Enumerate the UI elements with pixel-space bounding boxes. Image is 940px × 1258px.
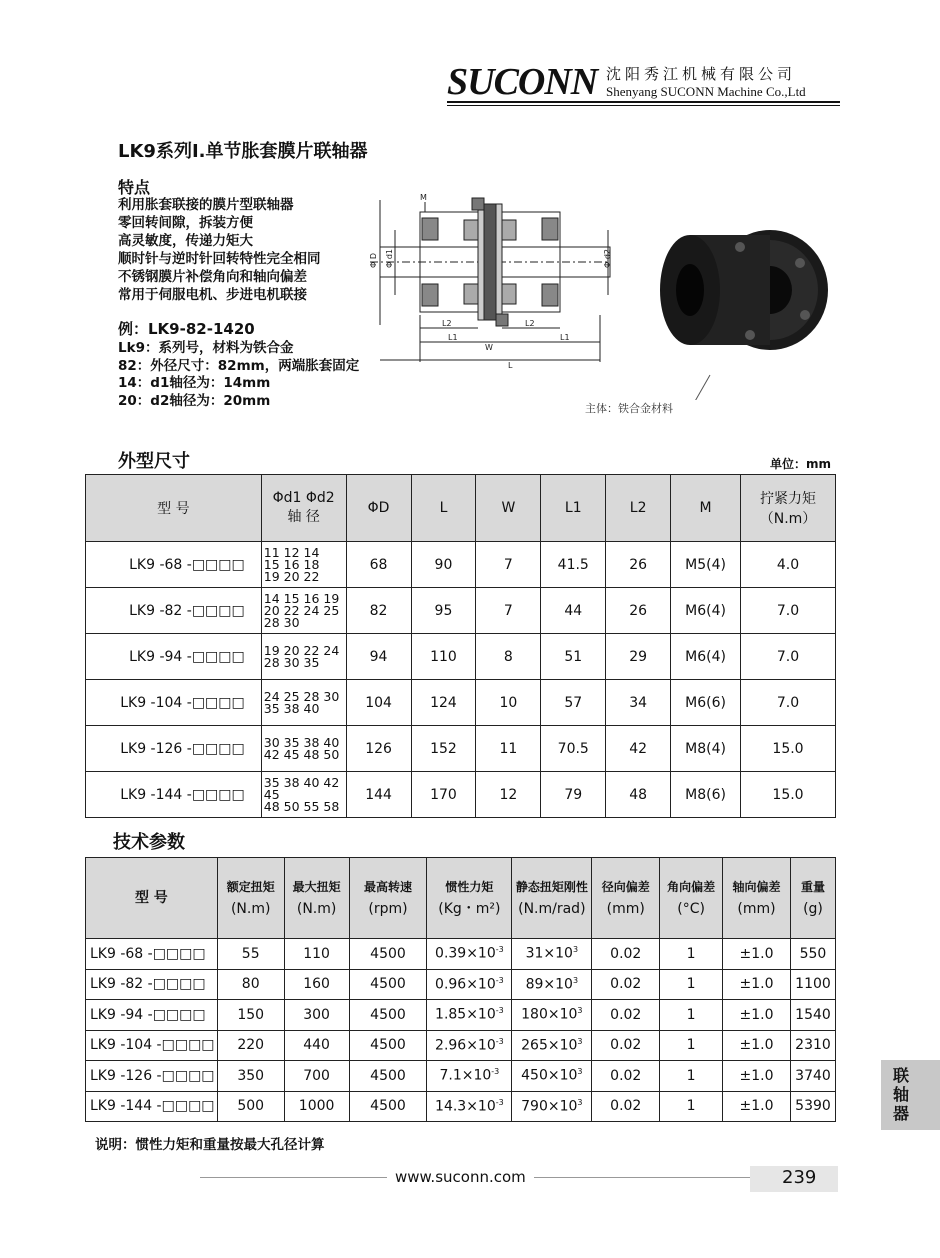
bore-line: 20 22 24 25 [263,602,340,618]
model-cell: LK9 -82 -□□□□ [86,588,262,634]
section-tab-char: 器 [893,1104,910,1123]
l1-cell: 41.5 [541,542,606,588]
inertia-exponent: -3 [495,1006,504,1016]
table-row [86,1061,836,1092]
tech-heading: 技术参数 [113,832,185,853]
tech-header-name: 最高转速 [363,880,412,894]
rated-torque-cell: 220 [217,1030,284,1061]
weight-cell: 1100 [790,969,835,1000]
torque-cell: 7.0 [741,634,836,680]
inertia-cell: $7.1\times 10^{-3}$ [427,1061,512,1092]
w-cell: 8 [476,634,541,680]
example-item: 14：d1轴径为：14mm [118,375,271,391]
header-l: L [411,475,476,542]
example-item: Lk9：系列号，材料为铁合金 [118,340,294,356]
m-cell: M6(4) [671,588,741,634]
w-cell: 11 [476,726,541,772]
company-name-en: Shenyang SUCONN Machine Co.,Ltd [606,84,806,99]
coupling-drawing [360,190,620,375]
tech-header-cell [427,858,512,939]
dim-label-d2: Φ d2 [603,248,612,268]
header-w: W [476,475,541,542]
section-tab-char: 轴 [893,1085,910,1104]
stiffness-cell: $450\times 10^3$ [512,1061,592,1092]
stiffness-value: 265 [521,1037,548,1054]
angular-cell: 1 [660,939,723,970]
max-torque-cell: 110 [284,939,349,970]
inertia-exponent: -3 [495,975,504,985]
radial-cell: 0.02 [592,1000,660,1031]
inertia-exponent: -3 [495,1036,504,1046]
header-d: ΦD [346,475,411,542]
l-cell: 95 [411,588,476,634]
rated-torque-cell: 55 [217,939,284,970]
d-cell: 126 [346,726,411,772]
angular-cell: 1 [660,1091,723,1122]
product-photo [650,215,840,400]
header-l1: L1 [541,475,606,542]
weight-cell: 3740 [790,1061,835,1092]
stiffness-cell: $265\times 10^3$ [512,1030,592,1061]
d-cell: 144 [346,772,411,818]
dim-label-l1-right: L1 [560,333,570,342]
bore-cell [261,588,346,634]
bore-line: 42 45 48 50 [263,746,340,762]
example-item: 82：外径尺寸：82mm，两端胀套固定 [118,357,360,374]
bore-line: 30 35 38 40 [263,734,340,750]
model-cell: LK9 -94 -□□□□ [86,634,262,680]
torque-cell: 4.0 [741,542,836,588]
stiffness-cell: $89\times 10^3$ [512,969,592,1000]
stiffness-value: 31 [525,946,544,963]
m-cell: M8(4) [671,726,741,772]
model-cell: LK9 -68 -□□□□ [86,542,262,588]
max-speed-cell: 4500 [349,1000,427,1031]
inertia-value: 14.3 [435,1098,467,1115]
axial-cell: ±1.0 [723,939,791,970]
rated-torque-cell: 500 [217,1091,284,1122]
radial-cell: 0.02 [592,939,660,970]
model-cell: LK9 -144 -□□□□ [86,772,262,818]
model-cell: LK9 -144 -□□□□ [86,1091,218,1122]
header-l2: L2 [606,475,671,542]
table-row [86,1030,836,1061]
stiffness-exponent: 3 [572,975,579,985]
w-cell: 12 [476,772,541,818]
tech-header-name: 最大扭矩 [292,880,341,894]
weight-cell: 1540 [790,1000,835,1031]
header-rule [447,101,840,103]
feature-item: 顺时针与逆时针回转特性完全相同 [118,251,321,267]
example-heading: 例：LK9-82-1420 [118,320,255,338]
max-torque-cell: 440 [284,1030,349,1061]
max-speed-cell: 4500 [349,1061,427,1092]
w-cell: 10 [476,680,541,726]
feature-item: 利用胀套联接的膜片型联轴器 [118,197,294,213]
feature-item: 高灵敏度，传递力矩大 [118,233,253,249]
radial-cell: 0.02 [592,1030,660,1061]
table-header-row [86,858,836,939]
table-row [86,588,836,634]
d-cell: 82 [346,588,411,634]
tech-header-unit: (mm) [737,901,776,917]
bore-line: 35 38 40 [263,700,320,716]
axial-cell: ±1.0 [723,969,791,1000]
stiffness-cell: $180\times 10^3$ [512,1000,592,1031]
radial-cell: 0.02 [592,969,660,1000]
website-link[interactable]: www.suconn.com [387,1168,534,1186]
stiffness-value: 89 [525,976,544,993]
torque-cell: 15.0 [741,726,836,772]
inertia-exponent: -3 [491,1067,500,1077]
stiffness-exponent: 3 [577,1097,583,1107]
tech-header-unit: (rpm) [368,901,408,917]
inertia-cell: $14.3\times 10^{-3}$ [427,1091,512,1122]
bore-line: 19 20 22 24 [263,642,340,658]
example-list [118,340,359,410]
dim-label-l2-left: L2 [442,319,452,328]
tech-header-name: 角向偏差 [667,880,716,894]
bore-line: 11 12 14 [263,544,320,560]
l-cell: 124 [411,680,476,726]
angular-cell: 1 [660,1061,723,1092]
radial-cell: 0.02 [592,1061,660,1092]
table-header-row [86,475,836,542]
inertia-exponent: -3 [495,945,504,955]
l2-cell: 26 [606,588,671,634]
tech-header-name: 静态扭矩刚性 [515,880,588,894]
stiffness-exponent: 3 [577,1067,583,1077]
bore-cell [261,680,346,726]
l1-cell: 51 [541,634,606,680]
table-row [86,1000,836,1031]
torque-cell: 7.0 [741,588,836,634]
feature-item: 零回转间隙，拆装方便 [118,215,253,231]
header-torque [741,475,836,542]
model-cell: LK9 -104 -□□□□ [86,680,262,726]
stiffness-exponent: 3 [577,1006,583,1016]
dim-label-l1-left: L1 [448,333,458,342]
table-row [86,542,836,588]
inertia-value: 7.1 [439,1068,462,1085]
tech-header-cell [592,858,660,939]
tech-header-cell [86,858,218,939]
table-row [86,969,836,1000]
rated-torque-cell: 80 [217,969,284,1000]
bore-line: 28 30 [263,614,300,630]
max-torque-cell: 700 [284,1061,349,1092]
material-caption: 主体：铁合金材料 [585,402,673,415]
max-speed-cell: 4500 [349,969,427,1000]
dim-label-w: W [485,343,493,352]
bore-cell [261,772,346,818]
model-cell: LK9 -104 -□□□□ [86,1030,218,1061]
table-row [86,634,836,680]
w-cell: 7 [476,542,541,588]
l2-cell: 48 [606,772,671,818]
inertia-cell: $0.39\times 10^{-3}$ [427,939,512,970]
tech-table [85,857,836,1122]
l2-cell: 29 [606,634,671,680]
stiffness-cell: $31\times 10^3$ [512,939,592,970]
tech-header-cell [349,858,427,939]
w-cell: 7 [476,588,541,634]
footnote: 说明：惯性力矩和重量按最大孔径计算 [95,1137,325,1153]
company-logo: SUCONN [447,61,598,103]
example-item: 20：d2轴径为：20mm [118,392,271,409]
section-tab-char: 联 [893,1066,910,1085]
company-name-cn: 沈阳秀江机械有限公司 [606,65,797,83]
stiffness-value: 450 [521,1068,548,1085]
m-cell: M6(6) [671,680,741,726]
weight-cell: 2310 [790,1030,835,1061]
weight-cell: 5390 [790,1091,835,1122]
max-speed-cell: 4500 [349,1091,427,1122]
dim-label-m: M [420,193,427,202]
l2-cell: 26 [606,542,671,588]
dim-label-d1: Φ d1 [385,248,394,268]
page-title: LK9系列Ⅰ.单节胀套膜片联轴器 [118,141,368,162]
feature-item: 常用于伺服电机、步进电机联接 [118,287,307,303]
tech-header-cell [723,858,791,939]
tech-header-unit: (N.m/rad) [518,901,586,917]
model-cell: LK9 -94 -□□□□ [86,1000,218,1031]
axial-cell: ±1.0 [723,1000,791,1031]
d-cell: 68 [346,542,411,588]
m-cell: M5(4) [671,542,741,588]
bore-cell [261,726,346,772]
model-cell: LK9 -126 -□□□□ [86,1061,218,1092]
rated-torque-cell: 150 [217,1000,284,1031]
stiffness-value: 180 [521,1007,548,1024]
bore-cell [261,634,346,680]
rated-torque-cell: 350 [217,1061,284,1092]
max-speed-cell: 4500 [349,939,427,970]
tech-header-cell [512,858,592,939]
axial-cell: ±1.0 [723,1030,791,1061]
l1-cell: 70.5 [541,726,606,772]
model-cell: LK9 -126 -□□□□ [86,726,262,772]
tech-header-name: 轴向偏差 [732,880,781,894]
max-torque-cell: 1000 [284,1091,349,1122]
tech-header-cell [217,858,284,939]
dimensions-heading: 外型尺寸 [118,451,190,472]
inertia-cell: $2.96\times 10^{-3}$ [427,1030,512,1061]
bore-cell [261,542,346,588]
l1-cell: 79 [541,772,606,818]
d-cell: 104 [346,680,411,726]
l2-cell: 42 [606,726,671,772]
tech-header-name: 重量 [800,880,825,894]
inertia-cell: $1.85\times 10^{-3}$ [427,1000,512,1031]
tech-header-unit: (mm) [606,901,645,917]
l2-cell: 34 [606,680,671,726]
model-cell: LK9 -68 -□□□□ [86,939,218,970]
page-number: 239 [782,1167,817,1188]
table-row [86,939,836,970]
tech-header-unit: (°C) [677,901,705,917]
table-row [86,726,836,772]
table-row [86,680,836,726]
l-cell: 90 [411,542,476,588]
dim-label-l: L [508,361,513,370]
header-rule-thin [447,105,840,106]
l1-cell: 44 [541,588,606,634]
tech-header-unit: (N.m) [296,901,337,917]
tech-header-name: 径向偏差 [601,880,650,894]
tech-header-unit: (g) [803,901,823,917]
m-cell: M8(6) [671,772,741,818]
bore-line: 35 38 40 42 45 [263,774,340,802]
section-tab-label [893,1066,913,1123]
dimensions-table [85,474,836,818]
inertia-value: 2.96 [435,1037,467,1054]
dim-label-d: Φ D [369,253,378,268]
unit-label: 单位：mm [770,457,832,471]
bore-line: 28 30 35 [263,654,320,670]
bore-line: 14 15 16 19 [263,590,340,606]
radial-cell: 0.02 [592,1091,660,1122]
inertia-value: 1.85 [435,1007,467,1024]
tech-header-unit: (Kg・m²) [438,901,501,917]
max-torque-cell: 300 [284,1000,349,1031]
model-cell: LK9 -82 -□□□□ [86,969,218,1000]
tech-header-cell [660,858,723,939]
inertia-exponent: -3 [495,1097,504,1107]
weight-cell: 550 [790,939,835,970]
bore-line: 15 16 18 [263,556,320,572]
axial-cell: ±1.0 [723,1061,791,1092]
stiffness-exponent: 3 [572,945,579,955]
l1-cell: 57 [541,680,606,726]
inertia-value: 0.96 [435,976,467,993]
tech-header-name: 额定扭矩 [226,880,275,894]
angular-cell: 1 [660,1000,723,1031]
tech-header-cell [790,858,835,939]
table-row [86,772,836,818]
header-model: 型 号 [86,475,262,542]
stiffness-cell: $790\times 10^3$ [512,1091,592,1122]
tech-header-unit: (N.m) [230,901,271,917]
l-cell: 110 [411,634,476,680]
torque-cell: 15.0 [741,772,836,818]
angular-cell: 1 [660,969,723,1000]
bore-line: 24 25 28 30 [263,688,340,704]
header-m: M [671,475,741,542]
header-torque-label: 拧紧力矩 [760,491,816,507]
torque-cell: 7.0 [741,680,836,726]
dim-label-l2-right: L2 [525,319,535,328]
stiffness-value: 790 [521,1098,548,1115]
header-torque-unit: （N.m） [759,511,817,527]
stiffness-exponent: 3 [577,1036,583,1046]
table-row [86,1091,836,1122]
d-cell: 94 [346,634,411,680]
tech-header-name: 惯性力矩 [445,880,494,894]
inertia-value: 0.39 [435,946,467,963]
tech-header-name: 型 号 [134,890,168,906]
angular-cell: 1 [660,1030,723,1061]
max-torque-cell: 160 [284,969,349,1000]
header-bore-sub: 轴 径 [287,509,320,525]
max-speed-cell: 4500 [349,1030,427,1061]
features-list [118,196,321,304]
m-cell: M6(4) [671,634,741,680]
bore-line: 48 50 55 58 [263,798,340,814]
feature-item: 不锈钢膜片补偿角向和轴向偏差 [118,269,307,285]
l-cell: 152 [411,726,476,772]
bore-line: 19 20 22 [263,568,320,584]
features-heading: 特点 [118,178,151,197]
inertia-cell: $0.96\times 10^{-3}$ [427,969,512,1000]
axial-cell: ±1.0 [723,1091,791,1122]
tech-header-cell [284,858,349,939]
l-cell: 170 [411,772,476,818]
header-bore [261,475,346,542]
header-bore-label: Φd1 Φd2 [272,490,335,506]
